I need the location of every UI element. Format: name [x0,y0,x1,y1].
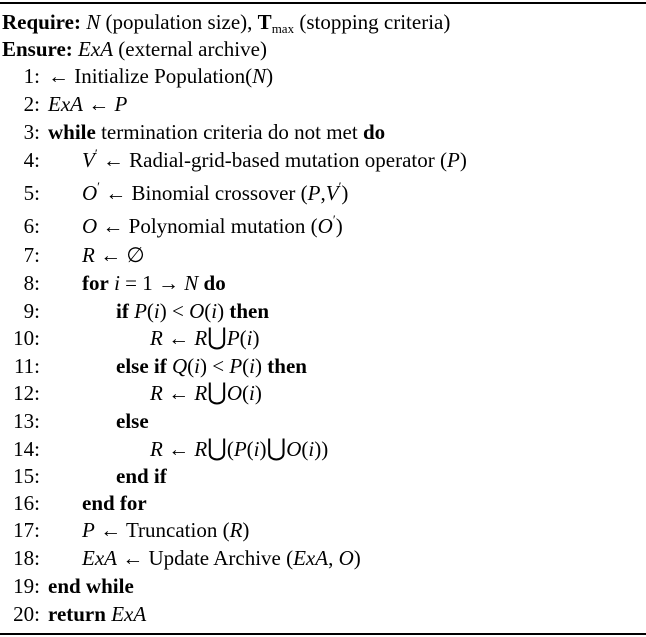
line-number: 8: [23,271,40,295]
keyword: end while [48,574,134,598]
text: ← Truncation ( [94,518,230,542]
text: ) [353,546,361,570]
algo-line-1 [0,63,273,90]
prime: ′ [338,179,342,194]
line-number: 4: [23,148,40,172]
text: ← Polynomial mutation ( [97,214,318,238]
union-symbol: ⋃ [207,380,227,406]
text: ( [226,437,234,461]
union-symbol: ⋃ [207,325,227,351]
var: N [252,64,267,88]
text: ) [254,381,262,405]
algo-line-19 [0,573,134,600]
var: R [82,243,95,267]
text: ) [242,518,250,542]
line-number: 11: [13,354,40,378]
text: ← [162,437,195,461]
algo-line-12 [0,380,262,407]
text: ← [162,381,195,405]
var: N [184,271,199,295]
var: O [82,214,98,238]
text: ← [162,326,195,350]
line-number: 16: [13,491,40,515]
keyword: for [82,271,109,295]
text: ) [217,299,230,323]
prime: ′ [332,212,336,227]
text: )) [314,437,329,461]
text: ) < [200,354,230,378]
text: ) < [159,299,190,323]
text: , [328,546,339,570]
var: O [338,546,354,570]
var: V [325,181,339,205]
union-symbol: ⋃ [266,436,287,462]
text: ← Binomial crossover ( [100,181,308,205]
algo-line-16 [0,490,147,517]
var: O [226,381,243,405]
line-number: 2: [23,92,40,116]
text: ← Update Archive ( [116,546,294,570]
var: i [246,326,253,350]
var: R [194,381,208,405]
require-t-sub: max [271,21,295,36]
algo-line-7 [0,242,145,269]
require-t: T [257,10,272,34]
var: i [114,271,120,295]
var: O [317,214,333,238]
keyword: else if [116,354,167,378]
require-pop-text: (population size), [100,10,258,34]
var: P [134,299,147,323]
text: ( [146,299,154,323]
keyword: then [229,299,270,323]
text: ) [341,181,349,205]
line-number: 1: [23,64,40,88]
var: P [82,518,95,542]
line-number: 9: [23,299,40,323]
algo-line-8 [0,270,226,297]
var: ExA [82,546,117,570]
ensure-label: Ensure: [2,37,73,61]
var: i [211,299,218,323]
var: R [150,381,163,405]
keyword: then [267,354,307,378]
algo-line-3 [0,119,385,146]
line-number: 5: [23,181,40,205]
var: P [229,354,243,378]
require-n: N [86,10,101,34]
text: ( [187,354,195,378]
line-number: 3: [23,120,40,144]
var: i [194,354,200,378]
text: ← [82,92,115,116]
line-number: 19: [13,574,40,598]
line-number: 15: [13,464,40,488]
var: i [249,381,255,405]
var: i [253,437,260,461]
text: ( [239,326,247,350]
text: termination criteria do not met [95,120,363,144]
algo-line-13 [0,408,149,435]
line-number: 12: [13,381,40,405]
keyword: do [362,120,386,144]
var: R [229,518,243,542]
algo-line-6 [0,213,343,240]
text: ← ∅ [94,243,145,267]
ensure-exa: ExA [78,37,114,61]
var: R [194,326,208,350]
keyword: else [116,409,149,433]
require-label: Require: [2,10,81,34]
keyword: if [116,299,129,323]
var: P [307,181,321,205]
var: P [114,92,128,116]
var: i [308,437,315,461]
prime: ′ [97,179,101,194]
var: V [82,148,95,172]
text: ) [266,64,274,88]
line-number: 18: [13,546,40,570]
top-rule [0,2,646,4]
algo-line-5 [0,180,348,207]
var: R [150,326,163,350]
text: ( [242,354,250,378]
text: ( [242,381,250,405]
union-symbol: ⋃ [207,436,227,462]
var: O [286,437,302,461]
var: O [82,181,98,205]
algo-line-4 [0,147,467,174]
var: P [226,326,240,350]
ensure-text: (external archive) [113,37,267,61]
text: , [320,181,326,205]
var: Q [171,354,188,378]
text: ) [252,326,260,350]
prime: ′ [94,146,98,161]
line-number: 17: [13,518,40,542]
text: ( [301,437,309,461]
text: ) [255,354,268,378]
line-number: 6: [23,214,40,238]
ensure-line [2,36,267,63]
var: O [189,299,205,323]
algo-line-11 [0,353,307,380]
var: P [446,148,460,172]
var: ExA [48,92,83,116]
text: ) [459,148,467,172]
var: R [194,437,208,461]
algo-line-10 [0,325,260,352]
algo-line-9 [0,298,269,325]
require-line [2,9,450,36]
var: R [150,437,163,461]
line-number: 14: [13,437,40,461]
algo-line-14 [0,436,328,463]
algo-line-2 [0,91,127,118]
text: = 1 → [119,271,185,295]
bottom-rule [0,633,646,635]
algo-line-17 [0,517,249,544]
line-number: 20: [13,602,40,626]
algo-line-18 [0,545,361,572]
text: ) [335,214,343,238]
keyword: end if [116,464,167,488]
keyword: while [48,120,96,144]
algo-line-15 [0,463,167,490]
var: ExA [111,602,147,626]
algo-line-20 [0,601,146,628]
var: i [153,299,160,323]
keyword: end for [82,491,147,515]
line-number: 10: [13,326,40,350]
text: ← Radial-grid-based mutation operator ( [97,148,447,172]
var: ExA [293,546,329,570]
keyword: return [48,602,106,626]
line-number: 7: [23,243,40,267]
line-number: 13: [13,409,40,433]
text: ( [204,299,212,323]
require-stop-text: (stopping criteria) [294,10,451,34]
text: ( [246,437,254,461]
var: i [249,354,256,378]
text: ← Initialize Population( [48,64,253,88]
keyword: do [203,271,226,295]
var: P [233,437,247,461]
text: ) [259,437,267,461]
